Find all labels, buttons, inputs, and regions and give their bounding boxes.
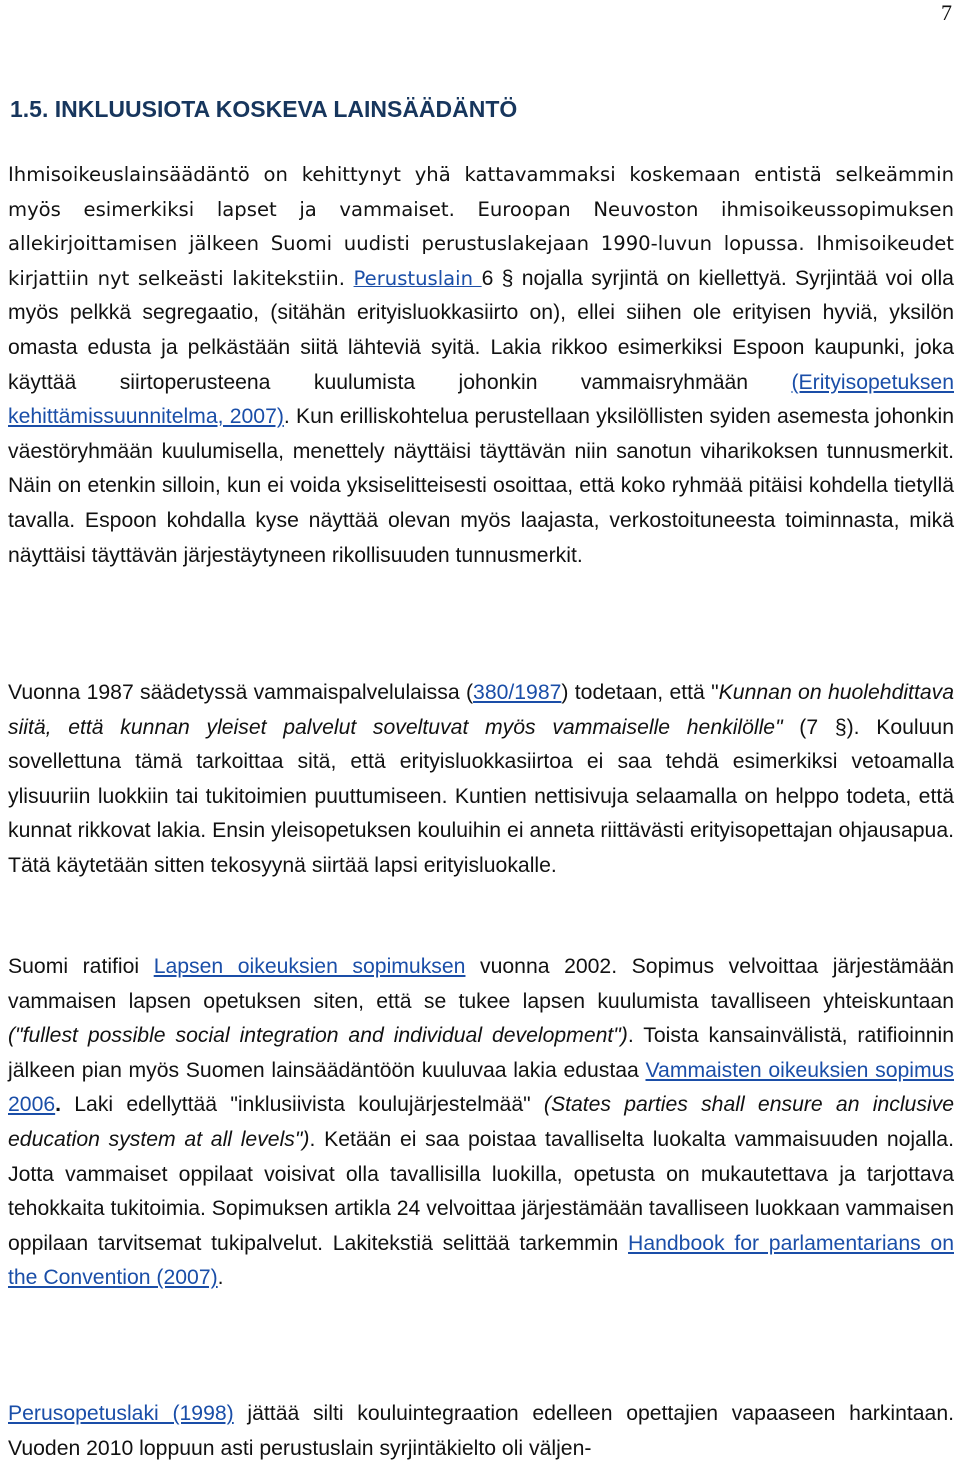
- paragraph-4-text-1: jättää silti kouluintegraation edelleen opettajien vapaaseen harkintaan. Vuoden 2010 loppuun asti perustuslain syrjintäkielto oli väljen-: [8, 1402, 954, 1460]
- paragraph-1-text-2: 6 § nojalla syrjintä on kiellettyä. Syrjintää voi olla myös pelkkä segregaatio, (sitähän erityisluokkasiirto on), ellei siihen ole erityisen hyviä, yksilön omasta edusta ja pelkästään siitä lähteviä syitä. Lakia rikkoo esimerkiksi Espoon kaupunki, joka käyttää siirtoperusteena kuulumista johonkin vammaisryhmään: [8, 266, 954, 394]
- paragraph-1: [8, 158, 954, 573]
- perustuslaki-link[interactable]: Perustuslain: [353, 266, 482, 290]
- paragraph-2-text-2: ) todetaan, että ": [561, 681, 719, 704]
- paragraph-4: [8, 1397, 954, 1466]
- paragraph-3-quote-2: (States parties shall ensure an inclusive education system at all levels"): [8, 1093, 954, 1151]
- paragraph-3-text-5: . Ketään ei saa poistaa tavalliselta luokalta vammaisuuden nojalla. Jotta vammaiset oppilaat voisivat olla tavallisilla luokilla, opetusta on mukautettava ja tarjottava tehokkaita tukitoimia. Sopimuksen artikla 24 velvoittaa järjestämään tavalliseen luokkaan vammaisen oppilaan tarvitsemat tukipalvelut. Lakitekstiä selittää tarkemmin: [8, 1127, 954, 1255]
- erityisopetus-plan-link[interactable]: (Erityisopetuksen kehittämissuunnitelma, 2007): [8, 370, 954, 429]
- page-number: 7: [941, 0, 952, 25]
- paragraph-2-text-3: (7 §). Kouluun sovellettuna tämä tarkoittaa sitä, että erityisluokkasiirtoa ei saa tehdä esimerkiksi vetoamalla ylisuuriin luokkiin tai tukitoimien puuttumiseen. Kuntien nettisivuja selaamalla on helppo todeta, että kunnat rikkovat lakia. Ensin yleisopetuksen kouluihin ei anneta riittävästi erityisopettajan ohjausapua. Tätä käytetään sitten tekosyynä siirtää lapsi erityisluokalle.: [8, 715, 954, 877]
- handbook-link[interactable]: Handbook for parlamentarians on the Convention (2007): [8, 1231, 954, 1290]
- paragraph-3-text-4: Laki edellyttää "inklusiivista koulujärjestelmää": [61, 1093, 544, 1117]
- paragraph-3-text-6: .: [217, 1266, 224, 1290]
- paragraph-3-text-1: Suomi ratifioi: [8, 955, 154, 978]
- vammaisten-oikeudet-link[interactable]: Vammaisten oikeuksien sopimus 2006: [8, 1058, 954, 1117]
- paragraph-2-quote: Kunnan on huolehdittava siitä, että kunnan yleiset palvelut soveltuvat myös vammaiselle henkilölle": [8, 681, 954, 739]
- vammaispalvelulaki-link[interactable]: 380/1987: [473, 681, 562, 704]
- paragraph-3-bold-period: .: [55, 1093, 62, 1117]
- perusopetuslaki-link[interactable]: Perusopetuslaki (1998): [8, 1402, 234, 1425]
- paragraph-2: [8, 676, 954, 884]
- paragraph-1-text-3: . Kun erilliskohtelua perustellaan yksilöllisten syiden asemesta johonkin väestöryhmään kuulumisella, menettely näyttäisi täyttävän niin sanotun viharikoksen tunnusmerkit. Näin on etenkin silloin, kun ei voida yksiselitteisesti osoittaa, että koko ryhmää pitäisi kohdella tietyllä tavalla. Espoon kohdalla kyse näyttää olevan myös laajasta, verkostoituneesta toiminnasta, mikä näyttäisi täyttävän järjestäytyneen rikollisuuden tunnusmerkit.: [8, 405, 954, 567]
- paragraph-3-quote-1: ("fullest possible social integration and individual development"): [8, 1024, 628, 1048]
- paragraph-1-text-1: Ihmisoikeuslainsäädäntö on kehittynyt yhä kattavammaksi koskemaan entistä selkeämmin myös esimerkiksi lapset ja vammaiset. Euroopan Neuvoston ihmisoikeussopimuksen allekirjoittamisen jälkeen Suomi uudisti perustuslakejaan 1990-luvun lopussa. Ihmisoikeudet kirjattiin nyt selkeästi lakitekstiin.: [8, 163, 954, 290]
- lapsen-oikeudet-link[interactable]: Lapsen oikeuksien sopimuksen: [153, 955, 466, 978]
- section-heading: 1.5. INKLUUSIOTA KOSKEVA LAINSÄÄDÄNTÖ: [10, 96, 518, 122]
- paragraph-3-text-3: . Toista kansainvälistä, ratifioinnin jälkeen pian myös Suomen lainsäädäntöön kuuluvaa lakia edustaa: [8, 1024, 954, 1082]
- paragraph-3-text-2: vuonna 2002. Sopimus velvoittaa järjestämään vammaisen lapsen opetuksen siten, että se tukee lapsen kuulumista tavalliseen yhteiskuntaan: [8, 955, 954, 1013]
- paragraph-3: [8, 950, 954, 1296]
- paragraph-2-text-1: Vuonna 1987 säädetyssä vammaispalvelulaissa (: [8, 681, 474, 704]
